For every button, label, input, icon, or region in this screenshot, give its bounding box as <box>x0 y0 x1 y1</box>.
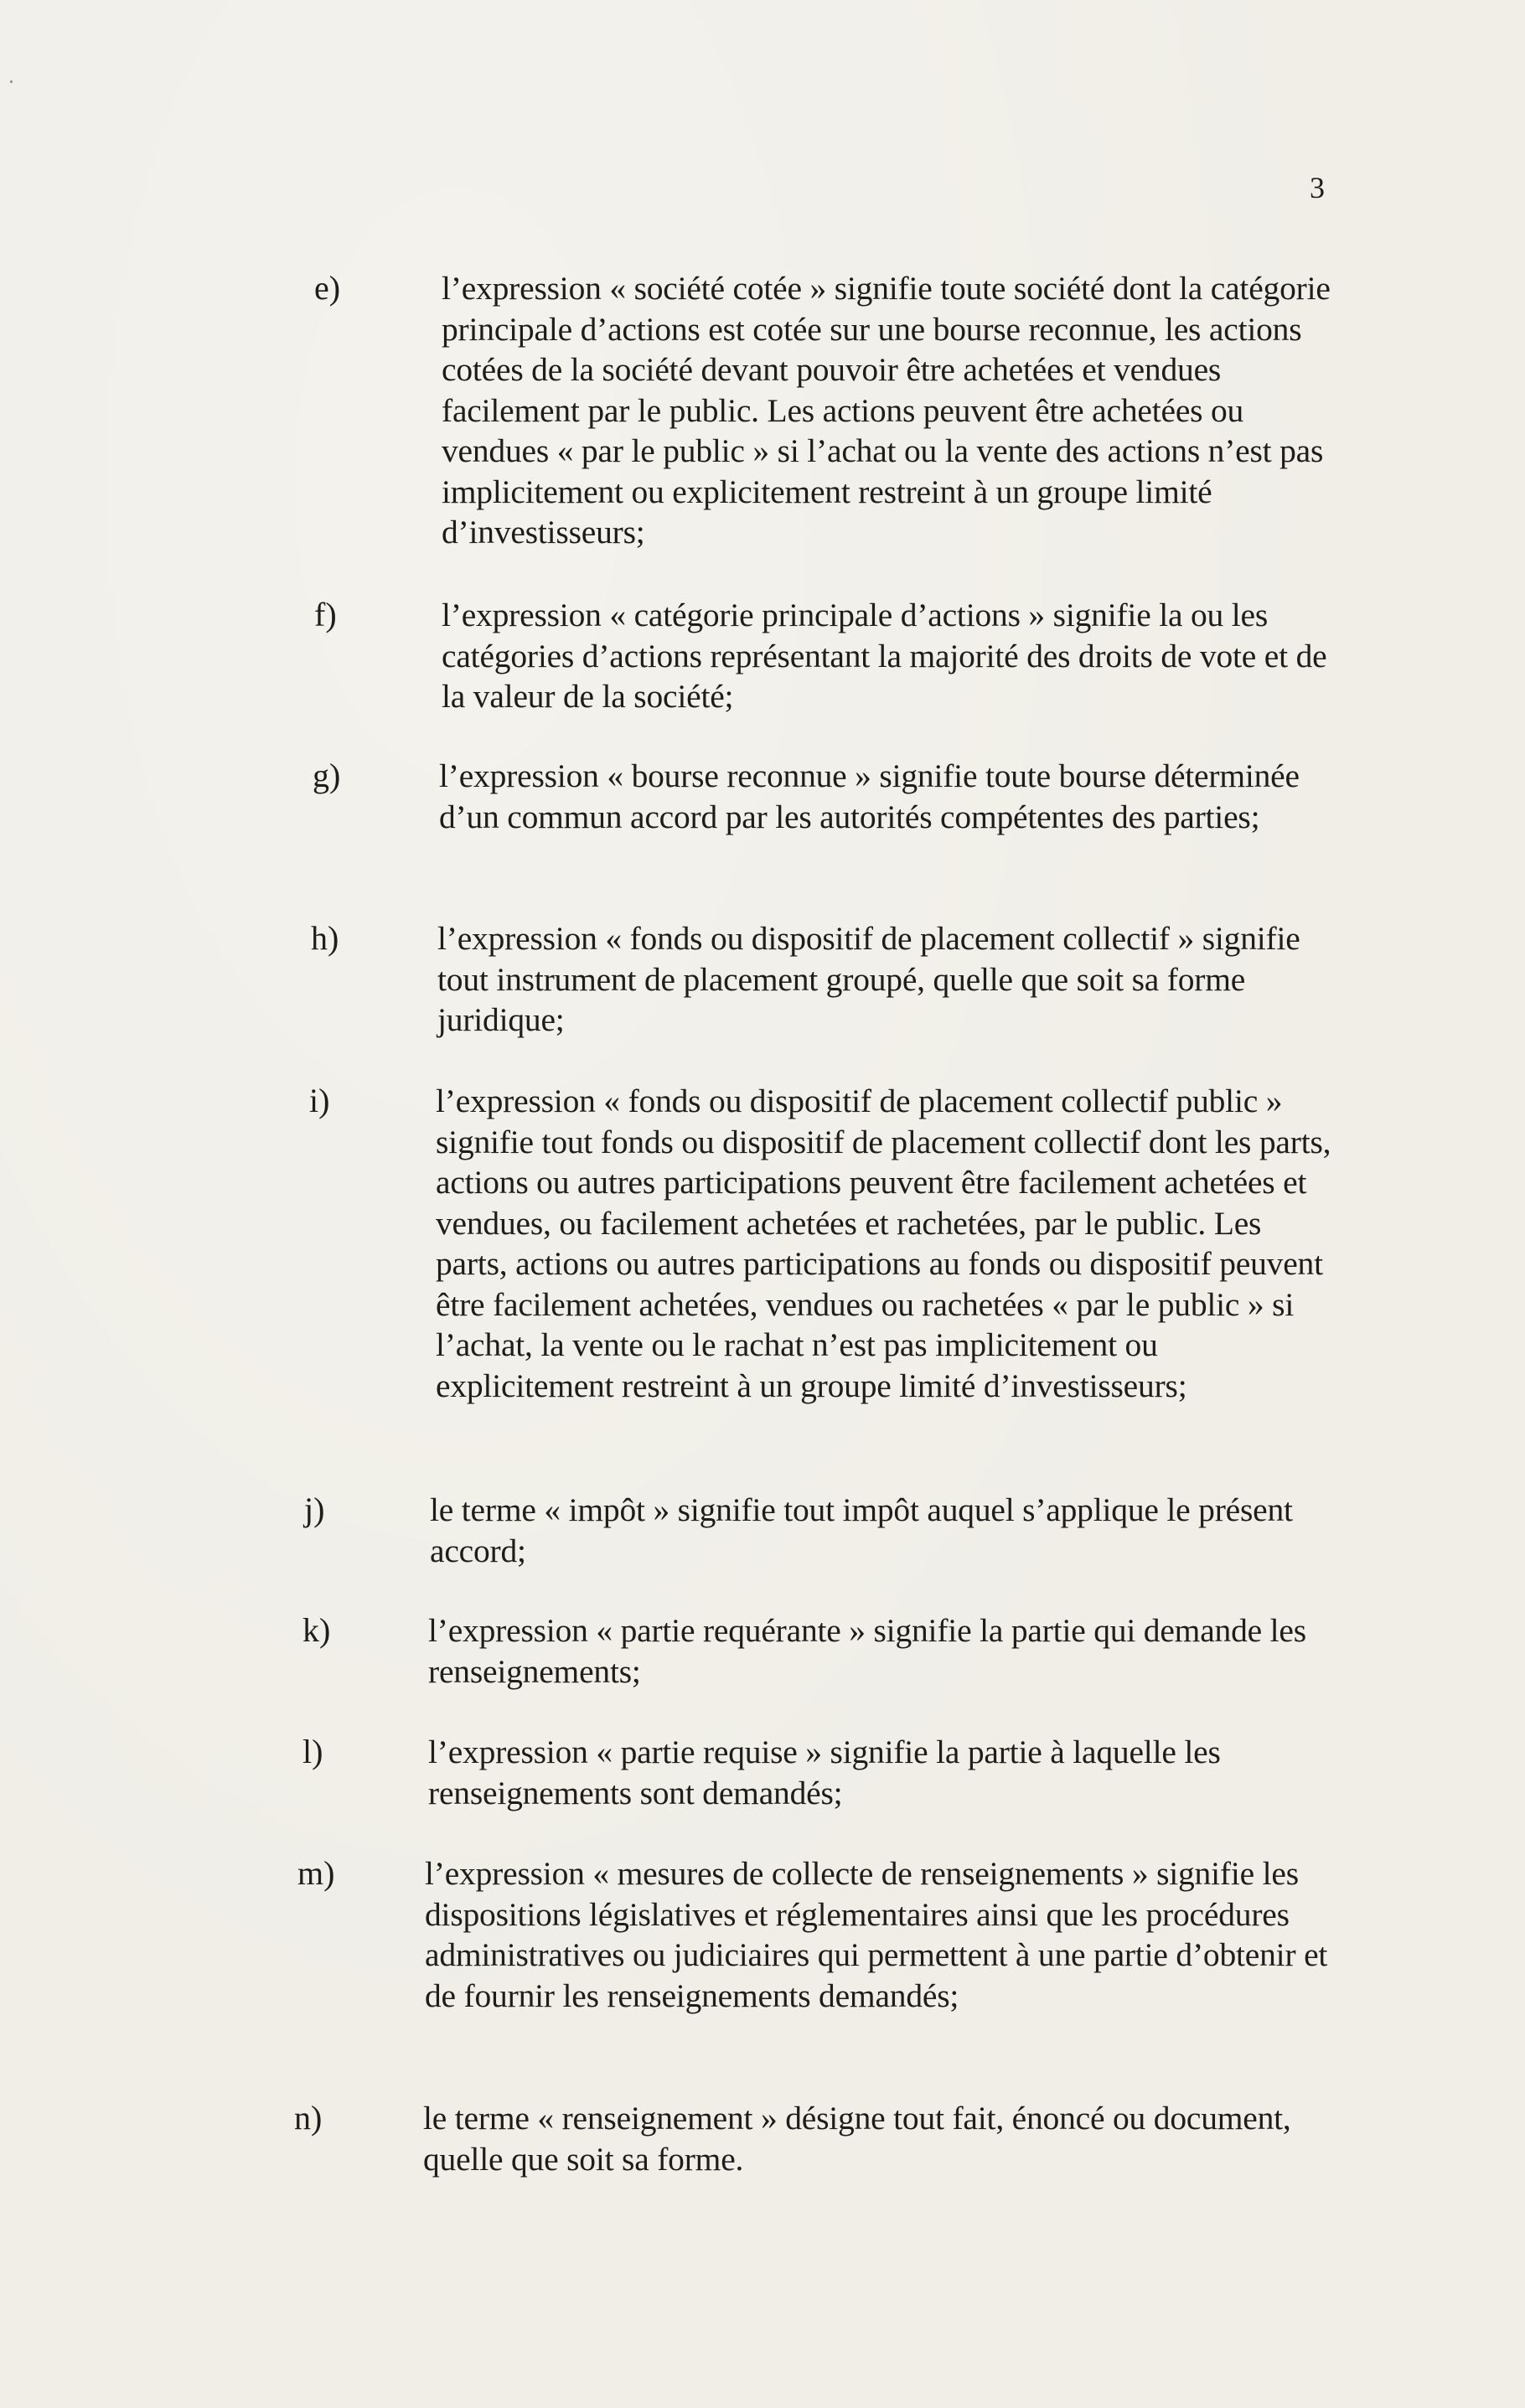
definition-text: l’expression « partie requérante » signifie la partie qui demande les renseignements; <box>428 1612 1306 1690</box>
definition-text: l’expression « société cotée » signifie toute société dont la catégorie principale d’actions est cotée sur une bourse reconnue, les actions cotées de la société devant pouvoir être achetées et vendues facilement par le public. Les actions peuvent être achetées ou vendues « par le public » si l’achat ou la vente des actions n’est pas implicitement ou explicitement restreint à un groupe limité d’investisseurs; <box>442 270 1331 550</box>
definition-text: l’expression « fonds ou dispositif de placement collectif public » signifie tout fonds ou dispositif de placement collectif dont les parts, actions ou autres participations peuvent être facilement achetées et vendues, ou facilement achetées et rachetées, par le public. Les parts, actions ou autres participations au fonds ou dispositif peuvent être facilement achetées, vendues ou rachetées « par le public » si l’achat, la vente ou le rachat n’est pas implicitement ou explicitement restreint à un groupe limité d’investisseurs; <box>436 1083 1331 1404</box>
page-number: 3 <box>1310 171 1325 204</box>
definition-label: h) <box>311 919 339 957</box>
definition-text: l’expression « bourse reconnue » signifie toute bourse déterminée d’un commun accord par les autorités compétentes des parties; <box>439 757 1300 835</box>
definition-label: g) <box>313 757 341 794</box>
definition-text: le terme « renseignement » désigne tout fait, énoncé ou document, quelle que soit sa forme. <box>423 2100 1291 2178</box>
definition-text: l’expression « fonds ou dispositif de placement collectif » signifie tout instrument de placement groupé, quelle que soit sa forme juridique; <box>437 920 1300 1038</box>
definition-label: f) <box>314 596 337 633</box>
definition-label: j) <box>304 1491 325 1528</box>
scan-speck <box>10 80 13 83</box>
definition-text: l’expression « partie requise » signifie la partie à laquelle les renseignements sont demandés; <box>428 1734 1221 1811</box>
definition-label: e) <box>314 269 341 307</box>
definition-label: i) <box>309 1082 330 1119</box>
definition-label: m) <box>297 1854 335 1892</box>
definition-text: le terme « impôt » signifie tout impôt auquel s’applique le présent accord; <box>430 1491 1293 1569</box>
definition-text: l’expression « mesures de collecte de renseignements » signifie les dispositions législatives et réglementaires ainsi que les procédures administratives ou judiciaires qui permettent à une partie d’obtenir et de fournir les renseignements demandés; <box>425 1855 1328 2014</box>
definition-label: l) <box>302 1733 323 1770</box>
definition-text: l’expression « catégorie principale d’actions » signifie la ou les catégories d’actions représentant la majorité des droits de vote et de la valeur de la société; <box>442 597 1327 715</box>
definition-label: k) <box>302 1611 331 1649</box>
definition-label: n) <box>294 2099 323 2137</box>
